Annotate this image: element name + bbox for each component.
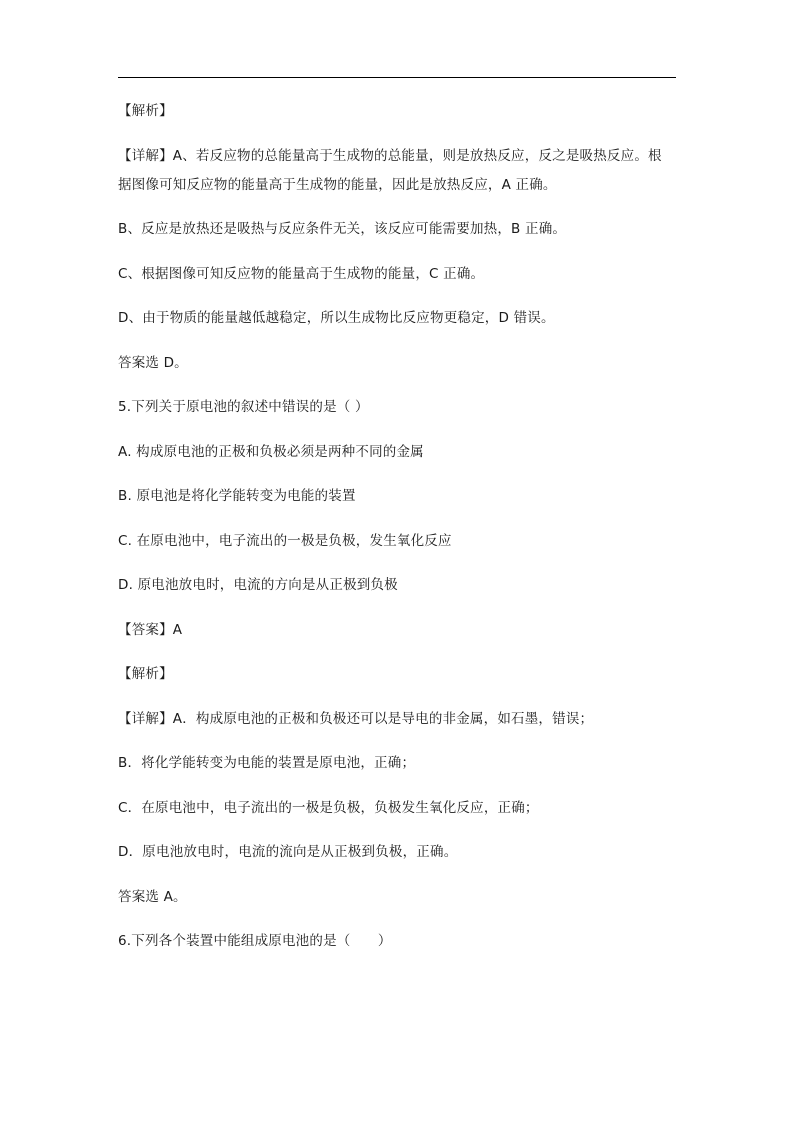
answer-line-2: 答案选 A。 bbox=[118, 888, 187, 905]
detail-5d: D．原电池放电时，电流的流向是从正极到负极，正确。 bbox=[118, 844, 458, 860]
explanation-line-2: 据图像可知反应物的能量高于生成物的能量，因此是放热反应，A 正确。 bbox=[118, 176, 557, 193]
explanation-line-c: C、根据图像可知反应物的能量高于生成物的能量，C 正确。 bbox=[118, 265, 485, 282]
question-6: 6.下列各个装置中能组成原电池的是（ ） bbox=[118, 933, 392, 949]
detail-5c: C．在原电池中，电子流出的一极是负极，负极发生氧化反应，正确； bbox=[118, 799, 539, 816]
explanation-line-d: D、由于物质的能量越低越稳定，所以生成物比反应物更稳定，D 错误。 bbox=[118, 310, 555, 326]
analysis-heading-1: 【解析】 bbox=[118, 103, 173, 119]
option-5c: C. 在原电池中，电子流出的一极是负极，发生氧化反应 bbox=[118, 532, 452, 549]
question-5: 5.下列关于原电池的叙述中错误的是（ ） bbox=[118, 399, 369, 415]
detail-5a: 【详解】A．构成原电池的正极和负极还可以是导电的非金属，如石墨，错误； bbox=[118, 710, 594, 727]
option-5d: D. 原电池放电时，电流的方向是从正极到负极 bbox=[118, 577, 398, 593]
answer-heading: 【答案】A bbox=[118, 621, 183, 638]
detail-5b: B．将化学能转变为电能的装置是原电池，正确； bbox=[118, 755, 416, 771]
analysis-heading-2: 【解析】 bbox=[118, 666, 173, 682]
document-body bbox=[118, 100, 678, 975]
explanation-line-b: B、反应是放热还是吸热与反应条件无关，该反应可能需要加热，B 正确。 bbox=[118, 221, 567, 237]
header-rule bbox=[118, 77, 676, 78]
answer-line-1: 答案选 D。 bbox=[118, 354, 188, 371]
explanation-line-1: 【详解】A、若反应物的总能量高于生成物的总能量，则是放热反应，反之是吸热反应。根 bbox=[118, 147, 662, 164]
option-5b: B. 原电池是将化学能转变为电能的装置 bbox=[118, 488, 356, 504]
option-5a: A. 构成原电池的正极和负极必须是两种不同的金属 bbox=[118, 443, 424, 460]
